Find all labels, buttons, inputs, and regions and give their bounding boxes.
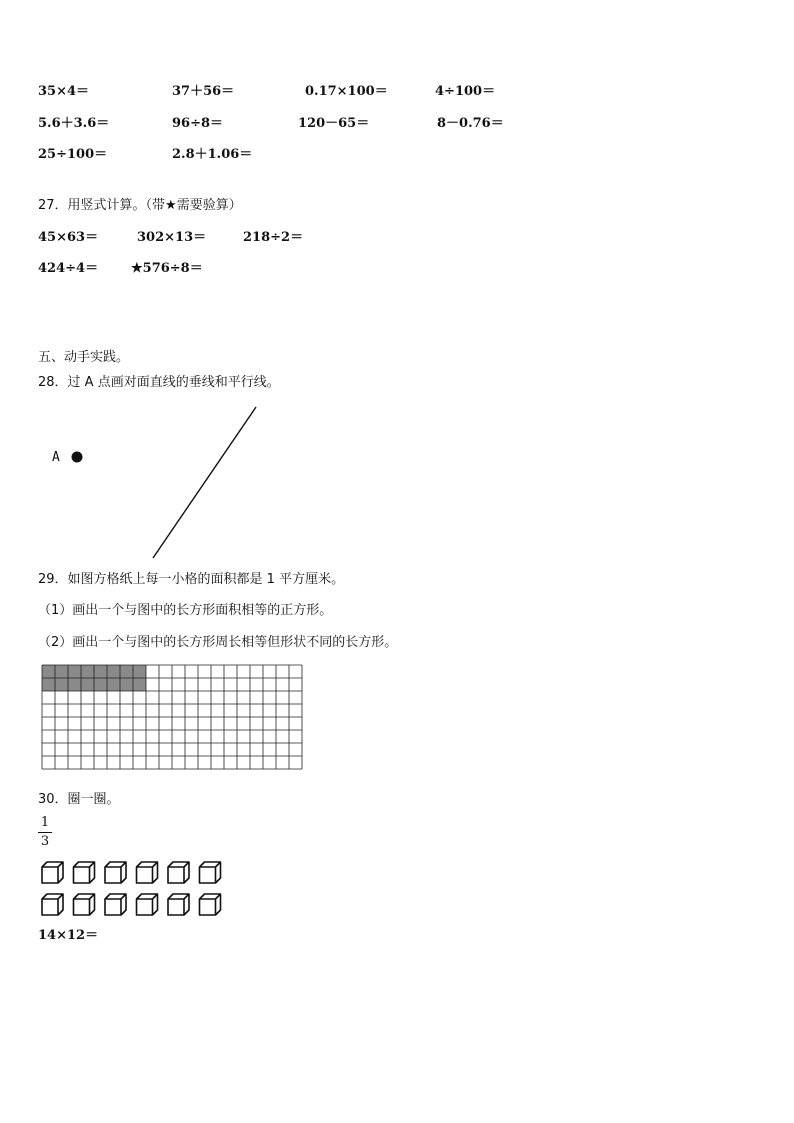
calc-item: 120－65＝ xyxy=(298,116,370,131)
q29-title: 29．如图方格纸上每一小格的面积都是 1 平方厘米。 xyxy=(38,572,345,587)
calc-item: 96÷8＝ xyxy=(172,116,224,131)
cube-icon xyxy=(105,894,126,915)
point-a-label: A xyxy=(52,450,60,465)
calc-item: 37＋56＝ xyxy=(172,84,235,99)
point-a xyxy=(72,452,83,463)
cube-icon xyxy=(105,862,126,883)
q28-title: 28．过 A 点画对面直线的垂线和平行线。 xyxy=(38,375,280,390)
cube-icon xyxy=(42,862,63,883)
q27-title: 27．用竖式计算。（带★需要验算） xyxy=(38,198,242,213)
calc-item: 25÷100＝ xyxy=(38,147,108,162)
cube-icon xyxy=(137,894,158,915)
cube-icon xyxy=(200,862,221,883)
fraction-numerator: 1 xyxy=(40,815,50,830)
calc-item: 4÷100＝ xyxy=(435,84,496,99)
q29-sub1: （1）画出一个与图中的长方形面积相等的正方形。 xyxy=(38,603,333,618)
q27-item: 302×13＝ xyxy=(137,230,207,245)
cube-group xyxy=(42,862,221,915)
cube-icon xyxy=(42,894,63,915)
q30-answer: 14×12＝ xyxy=(38,928,99,943)
calc-item: 2.8＋1.06＝ xyxy=(172,147,253,162)
cube-icon xyxy=(137,862,158,883)
cube-icon xyxy=(74,862,95,883)
cube-icon xyxy=(74,894,95,915)
calc-item: 0.17×100＝ xyxy=(305,84,388,99)
section-5-title: 五、动手实践。 xyxy=(38,350,130,365)
cube-icon xyxy=(168,862,189,883)
calc-item: 35×4＝ xyxy=(38,84,90,99)
calc-item: 5.6＋3.6＝ xyxy=(38,116,110,131)
q29-sub2: （2）画出一个与图中的长方形周长相等但形状不同的长方形。 xyxy=(38,635,398,650)
square-grid xyxy=(42,665,302,769)
q27-item: 45×63＝ xyxy=(38,230,99,245)
q30-title: 30．圈一圈。 xyxy=(38,792,120,807)
cube-icon xyxy=(168,894,189,915)
q27-item: ★576÷8＝ xyxy=(131,261,203,276)
q27-item: 424÷4＝ xyxy=(38,261,99,276)
cube-icon xyxy=(200,894,221,915)
calc-item: 8－0.76＝ xyxy=(437,116,504,131)
fraction-denominator: 3 xyxy=(40,834,50,849)
q27-item: 218÷2＝ xyxy=(243,230,304,245)
given-line xyxy=(153,407,256,558)
